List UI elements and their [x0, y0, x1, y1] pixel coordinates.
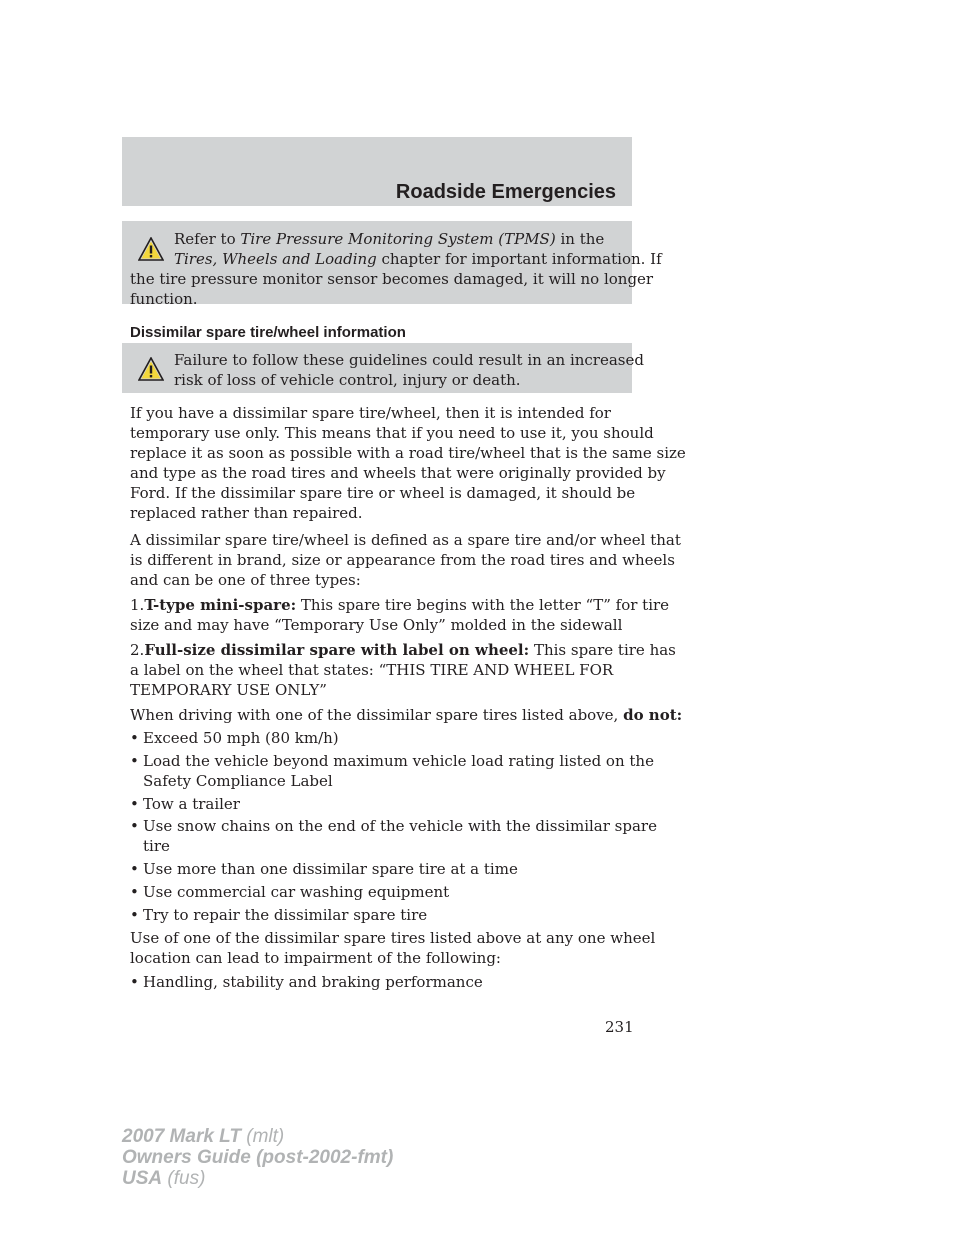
bullet-text: Use commercial car washing equipment [143, 883, 450, 901]
tpms-reference: Tire Pressure Monitoring System (TPMS) [240, 230, 556, 248]
bullet-icon: • [130, 883, 139, 901]
text-line: TEMPORARY USE ONLY” [130, 681, 327, 699]
text-line: If you have a dissimilar spare tire/wheel, then it is intended for [130, 404, 611, 422]
warning-text: chapter for important information. If [376, 250, 662, 268]
text-line [130, 640, 676, 660]
footer-line [122, 1126, 393, 1147]
chapter-reference: Tires, Wheels and Loading [174, 250, 377, 268]
footer-code: (fus) [162, 1168, 206, 1189]
bullet-icon: • [130, 860, 139, 878]
paragraph-dissimilar-intro [130, 403, 686, 523]
warning-text: in the [555, 230, 605, 248]
list-item-full-size [130, 640, 676, 700]
footer-model: 2007 Mark LT [122, 1126, 241, 1147]
paragraph-definition [130, 530, 681, 590]
page-number: 231 [605, 1018, 634, 1036]
bullet-icon: • [130, 729, 139, 747]
item-text: This spare tire begins with the letter “T” for tire [296, 596, 670, 614]
document-footer [122, 1126, 393, 1189]
text-line: Safety Compliance Label [143, 772, 333, 790]
text-line: and type as the road tires and wheels that were originally provided by [130, 464, 666, 482]
footer-line [122, 1168, 393, 1189]
section-header-band [122, 137, 632, 206]
text-line: tire [143, 837, 170, 855]
text-line [130, 595, 670, 615]
footer-line: Owners Guide (post-2002-fmt) [122, 1147, 394, 1168]
footer-code: (mlt) [240, 1126, 285, 1147]
text-line: a label on the wheel that states: “THIS TIRE AND WHEEL FOR [130, 661, 614, 679]
footer-market: USA [122, 1168, 163, 1189]
warning-line: the tire pressure monitor sensor becomes damaged, it will no longer [130, 270, 654, 288]
text-line: Use of one of the dissimilar spare tires listed above at any one wheel [130, 929, 656, 947]
list-item-t-type [130, 595, 670, 635]
text-line: location can lead to impairment of the following: [130, 949, 501, 967]
section-heading: Dissimilar spare tire/wheel information [130, 324, 406, 341]
do-not-label: do not: [623, 706, 683, 724]
text-line: replace it as soon as possible with a road tire/wheel that is the same size [130, 444, 686, 462]
bullet-text [143, 816, 657, 856]
warning-box-failure [122, 343, 644, 393]
warning-triangle-icon [138, 237, 164, 261]
item-label: T-type mini-spare: [144, 596, 297, 614]
warning-line: risk of loss of vehicle control, injury or death. [174, 371, 521, 389]
text-line: Use snow chains on the end of the vehicle with the dissimilar spare [143, 817, 657, 835]
bullet-text: Exceed 50 mph (80 km/h) [143, 729, 339, 747]
text-line: size and may have “Temporary Use Only” molded in the sidewall [130, 616, 623, 634]
warning-line: Failure to follow these guidelines could result in an increased [174, 351, 644, 369]
warning-line [174, 229, 604, 249]
warning-text: Refer to [174, 230, 241, 248]
bullet-text: Handling, stability and braking performance [143, 973, 483, 991]
text-line: is different in brand, size or appearance from the road tires and wheels [130, 551, 675, 569]
warning-line [174, 249, 662, 269]
bullet-icon: • [130, 795, 139, 813]
text-line: Ford. If the dissimilar spare tire or wheel is damaged, it should be [130, 484, 636, 502]
warning-triangle-icon [138, 357, 164, 381]
text-line: A dissimilar spare tire/wheel is defined as a spare tire and/or wheel that [130, 531, 681, 549]
bullet-icon: • [130, 973, 139, 991]
do-not-intro [130, 705, 683, 725]
bullet-text: Use more than one dissimilar spare tire at a time [143, 860, 518, 878]
item-label: Full-size dissimilar spare with label on wheel: [144, 641, 530, 659]
paragraph-impairment [130, 928, 656, 968]
text-line: Load the vehicle beyond maximum vehicle load rating listed on the [143, 752, 654, 770]
text-line: and can be one of three types: [130, 571, 361, 589]
text-line: temporary use only. This means that if you need to use it, you should [130, 424, 654, 442]
bullet-text: Try to repair the dissimilar spare tire [143, 906, 428, 924]
bullet-text: Tow a trailer [143, 795, 240, 813]
warning-line: function. [130, 290, 198, 308]
item-text: This spare tire has [529, 641, 676, 659]
bullet-icon: • [130, 817, 139, 835]
bullet-icon: • [130, 752, 139, 770]
warning-box-tpms [122, 221, 662, 308]
text-line: replaced rather than repaired. [130, 504, 363, 522]
item-number: 2. [130, 641, 145, 659]
item-number: 1. [130, 596, 145, 614]
bullet-icon: • [130, 906, 139, 924]
section-title: Roadside Emergencies [395, 181, 616, 203]
bullet-text [143, 751, 654, 791]
text-line: When driving with one of the dissimilar spare tires listed above, [130, 706, 624, 724]
